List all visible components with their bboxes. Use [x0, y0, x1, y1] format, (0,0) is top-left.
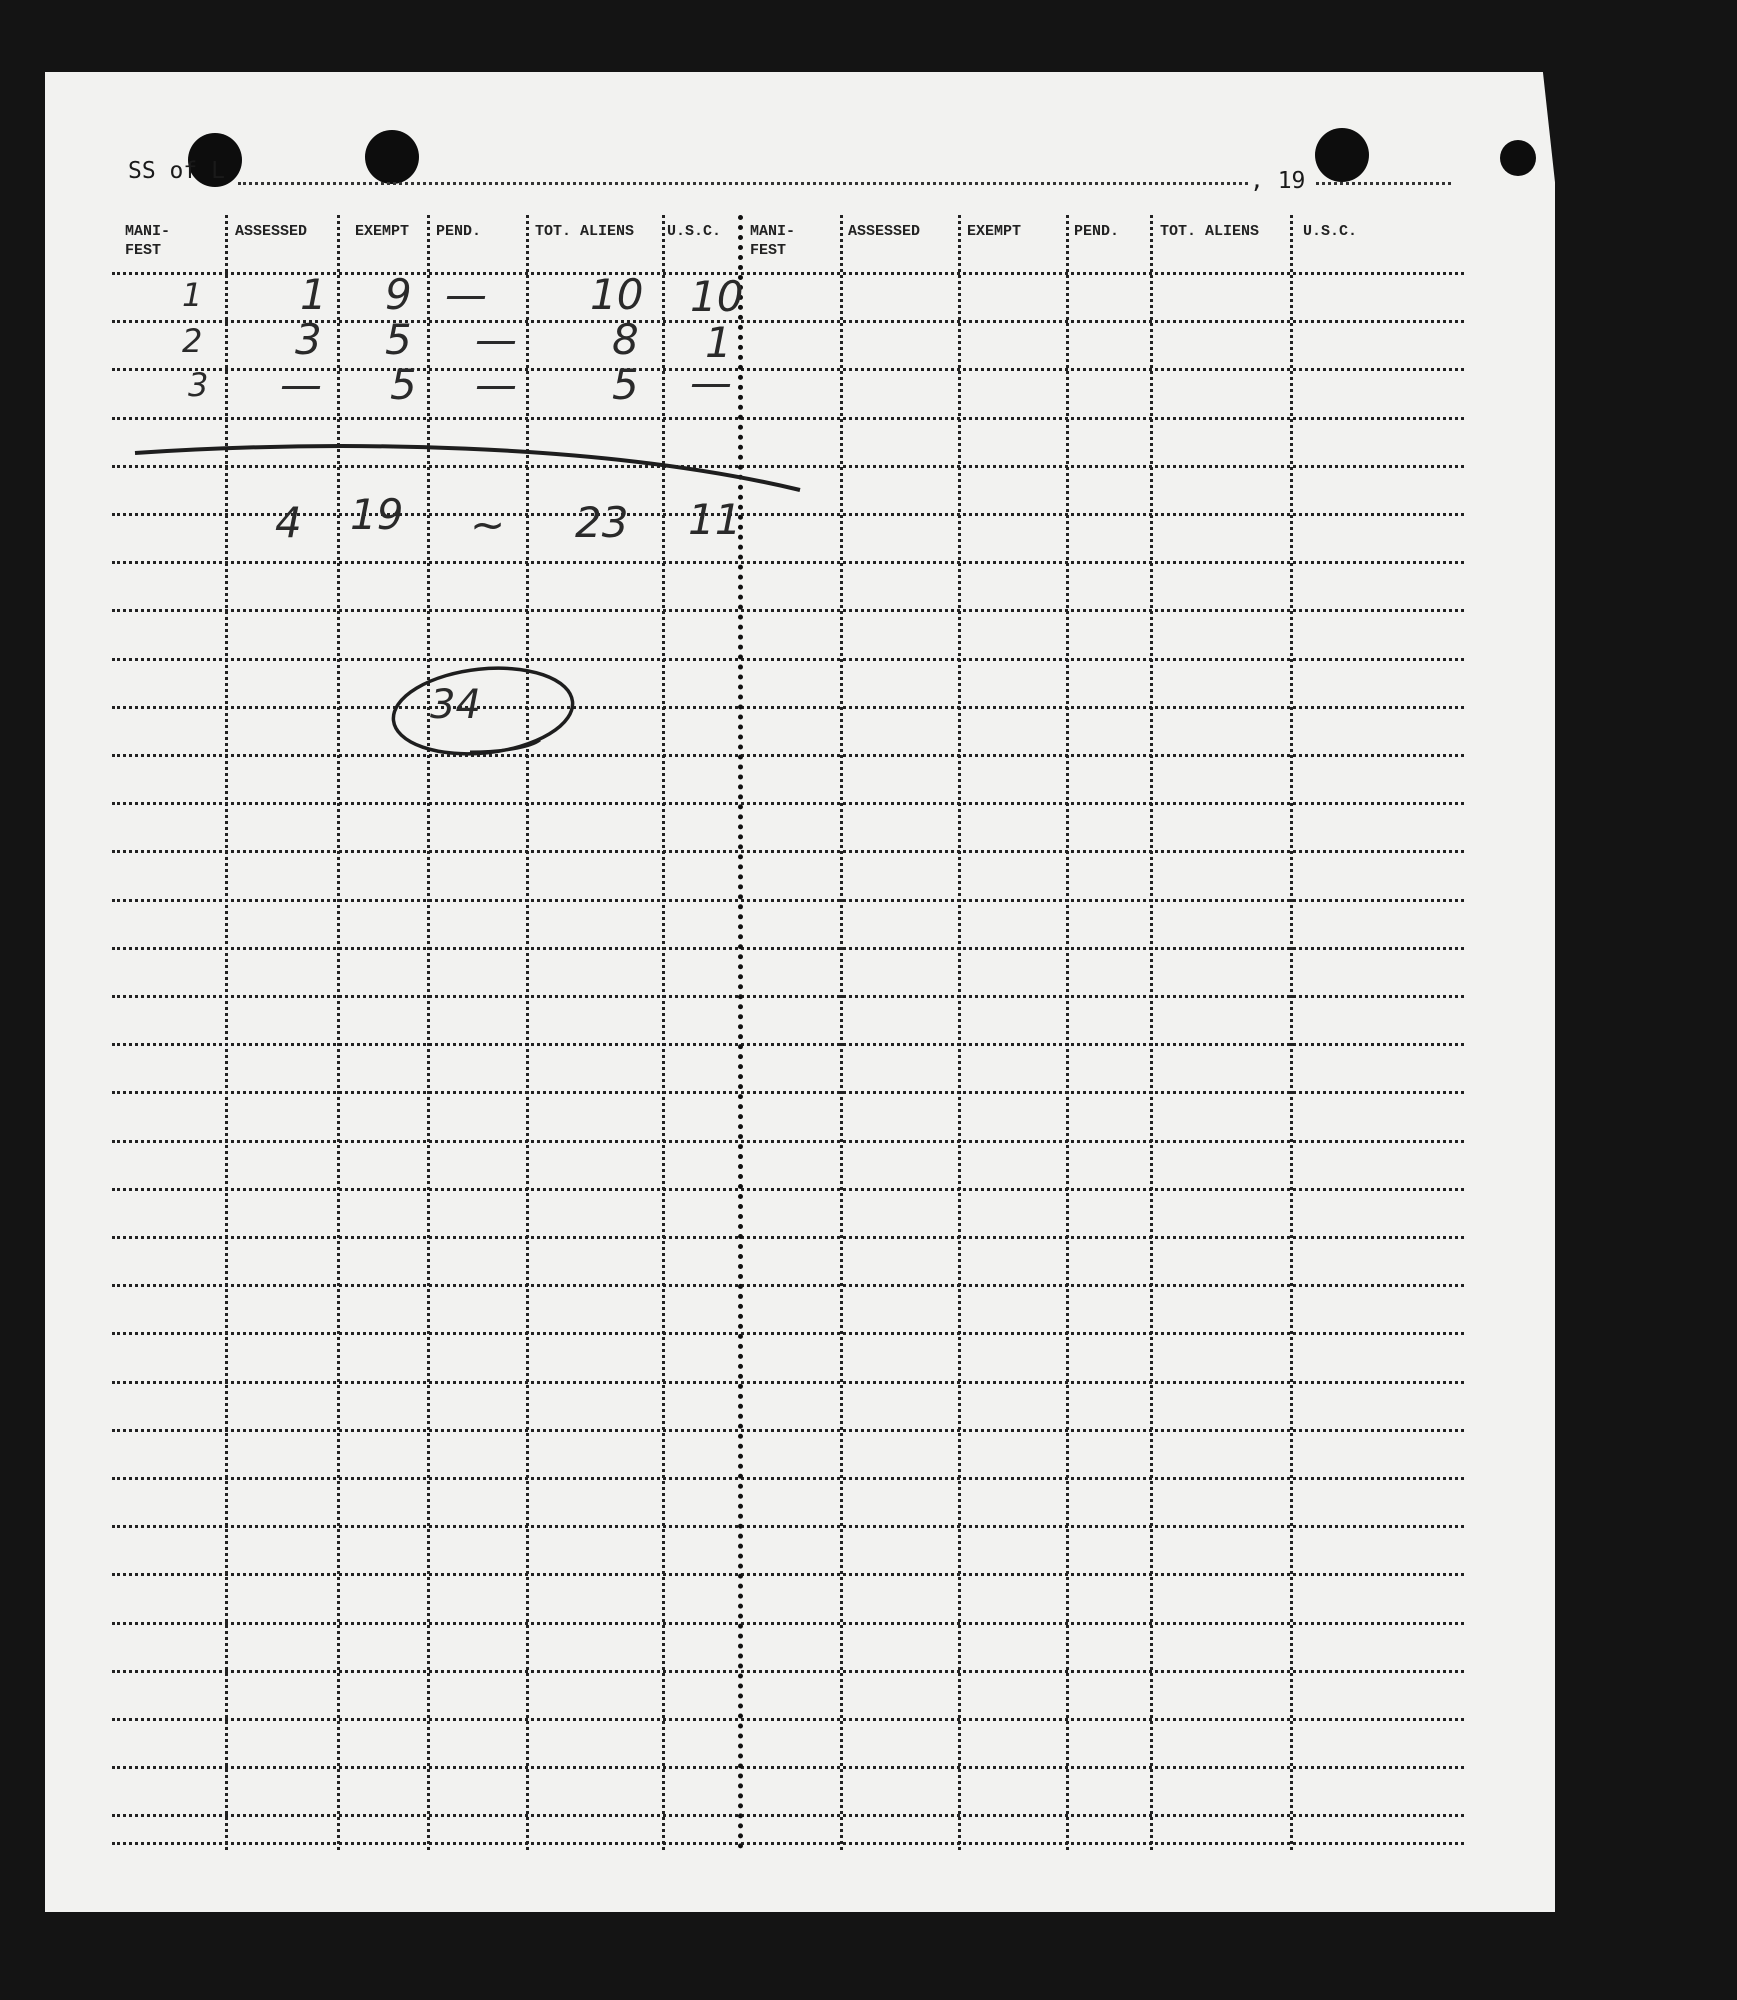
- row-2-tot-aliens: 8: [612, 315, 639, 364]
- ship-name-label: SS of L: [128, 158, 225, 184]
- col-header-manifest-right: MANI- FEST: [750, 223, 796, 259]
- circled-grand-total: 34: [430, 682, 481, 728]
- col-header-pend-right: PEND.: [1074, 223, 1120, 240]
- col-header-exempt-right: EXEMPT: [967, 223, 1022, 240]
- total-tot-aliens: 23: [575, 498, 629, 547]
- row-3-tot-aliens: 5: [612, 360, 639, 409]
- row-1-manifest: 1: [182, 276, 203, 314]
- total-usc: 11: [688, 495, 742, 544]
- total-underline-stroke: [135, 446, 800, 490]
- col-header-manifest-left: MANI- FEST: [125, 223, 171, 259]
- col-header-pend-left: PEND.: [436, 223, 482, 240]
- total-circle-stroke: [389, 660, 577, 762]
- row-1-exempt: 9: [385, 270, 412, 319]
- row-1-tot-aliens: 10: [590, 270, 644, 319]
- year-label: , 19: [1250, 168, 1306, 194]
- total-pend: ~: [470, 500, 506, 549]
- row-2-pend: —: [475, 315, 517, 364]
- row-3-usc: —: [690, 358, 732, 407]
- total-exempt: 19: [350, 490, 404, 539]
- row-2-exempt: 5: [385, 315, 412, 364]
- row-3-pend: —: [475, 360, 517, 409]
- row-1-usc: 10: [690, 272, 744, 321]
- row-3-manifest: 3: [188, 366, 209, 404]
- row-1-assessed: 1: [300, 270, 327, 319]
- col-header-usc-left: U.S.C.: [667, 223, 722, 240]
- row-2-usc: 1: [705, 318, 732, 367]
- row-1-pend: —: [445, 270, 487, 319]
- col-header-exempt-left: EXEMPT: [355, 223, 410, 240]
- row-3-exempt: 5: [390, 360, 417, 409]
- row-2-manifest: 2: [182, 322, 203, 360]
- col-header-assessed-left: ASSESSED: [235, 223, 308, 240]
- col-header-usc-right: U.S.C.: [1303, 223, 1358, 240]
- row-3-assessed: —: [280, 360, 322, 409]
- col-header-tot-aliens-left: TOT. ALIENS: [535, 223, 635, 240]
- row-2-assessed: 3: [295, 315, 322, 364]
- col-header-tot-aliens-right: TOT. ALIENS: [1160, 223, 1260, 240]
- col-header-assessed-right: ASSESSED: [848, 223, 921, 240]
- total-assessed: 4: [275, 498, 302, 547]
